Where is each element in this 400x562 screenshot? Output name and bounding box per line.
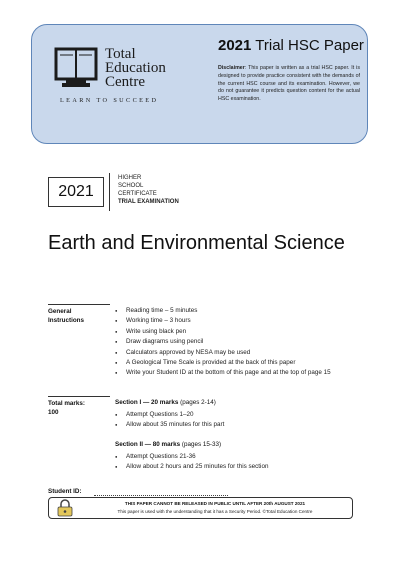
section-2-item: ● Allow about 2 hours and 25 minutes for this section	[115, 462, 345, 472]
total-marks-value: 100	[48, 409, 59, 416]
book-icon	[52, 43, 104, 91]
general-instructions-list	[115, 306, 345, 379]
instruction-item: ● A Geological Time Scale is provided at the back of this paper	[115, 358, 345, 368]
paper-title-year: 2021	[218, 37, 252, 54]
instruction-item: ● Reading time – 5 minutes	[115, 306, 345, 316]
logo-name: Total Education Centre	[105, 46, 166, 90]
security-notice	[48, 497, 353, 519]
instruction-item: ● Write your Student ID at the bottom of this page and at the top of page 15	[115, 368, 345, 378]
section-1-title: Section I — 20 marks	[115, 399, 179, 406]
section-1-pages: (pages 2-14)	[178, 399, 216, 406]
cert-line-school: SCHOOL	[118, 183, 144, 189]
security-notice-text: This paper is used with the understanding that it has a Security Period. ©Total Education Centre	[117, 509, 313, 514]
section-1-item: ● Attempt Questions 1–20	[115, 410, 345, 420]
section-2-title: Section II — 80 marks	[115, 441, 181, 448]
paper-title-text: Trial HSC Paper	[251, 37, 364, 54]
logo-tagline: LEARN TO SUCCEED	[60, 97, 159, 104]
marks-rule	[48, 396, 110, 397]
section-1-heading	[115, 399, 216, 406]
paper-title	[218, 37, 368, 54]
certificate-title	[118, 174, 179, 206]
exam-year-box: 2021	[48, 177, 104, 207]
cert-line-certificate: CERTIFICATE	[118, 191, 157, 197]
student-id-label: Student ID:	[48, 488, 82, 495]
year-divider	[109, 173, 110, 211]
subject-title: Earth and Environmental Science	[48, 232, 345, 254]
disclaimer	[218, 65, 360, 104]
student-id-field[interactable]	[94, 495, 228, 496]
section-2-heading	[115, 441, 221, 448]
instruction-item: ● Calculators approved by NESA may be used	[115, 348, 345, 358]
section-2-list	[115, 452, 345, 473]
section-1-list	[115, 410, 345, 431]
security-notice-headline: THIS PAPER CANNOT BE RELEASED IN PUBLIC UNTIL AFTER 20th AUGUST 2021	[124, 501, 306, 506]
instruction-item: ● Draw diagrams using pencil	[115, 337, 345, 347]
tec-logo	[52, 43, 202, 123]
total-marks-label: Total marks:	[48, 400, 85, 407]
lock-icon	[55, 499, 75, 517]
cert-line-exam: TRIAL EXAMINATION	[118, 199, 179, 205]
section-2-item: ● Attempt Questions 21-36	[115, 452, 345, 462]
section-1-item: ● Allow about 35 minutes for this part	[115, 420, 345, 430]
instruction-item: ● Working time – 3 hours	[115, 316, 345, 326]
disclaimer-text: : This paper is written as a trial HSC paper. It is designed to provide practice consistent with the demands of the current HSC course and its examination. However, we do not guarantee it predicts question content for the actual HSC examination.	[218, 65, 360, 103]
general-instructions-label: General Instructions	[48, 308, 85, 324]
instruction-item: ● Write using black pen	[115, 327, 345, 337]
header-panel	[31, 24, 368, 144]
disclaimer-label: Disclaimer	[218, 65, 245, 71]
instructions-rule	[48, 304, 110, 305]
section-2-pages: (pages 15-33)	[180, 441, 222, 448]
cert-line-higher: HIGHER	[118, 175, 142, 181]
